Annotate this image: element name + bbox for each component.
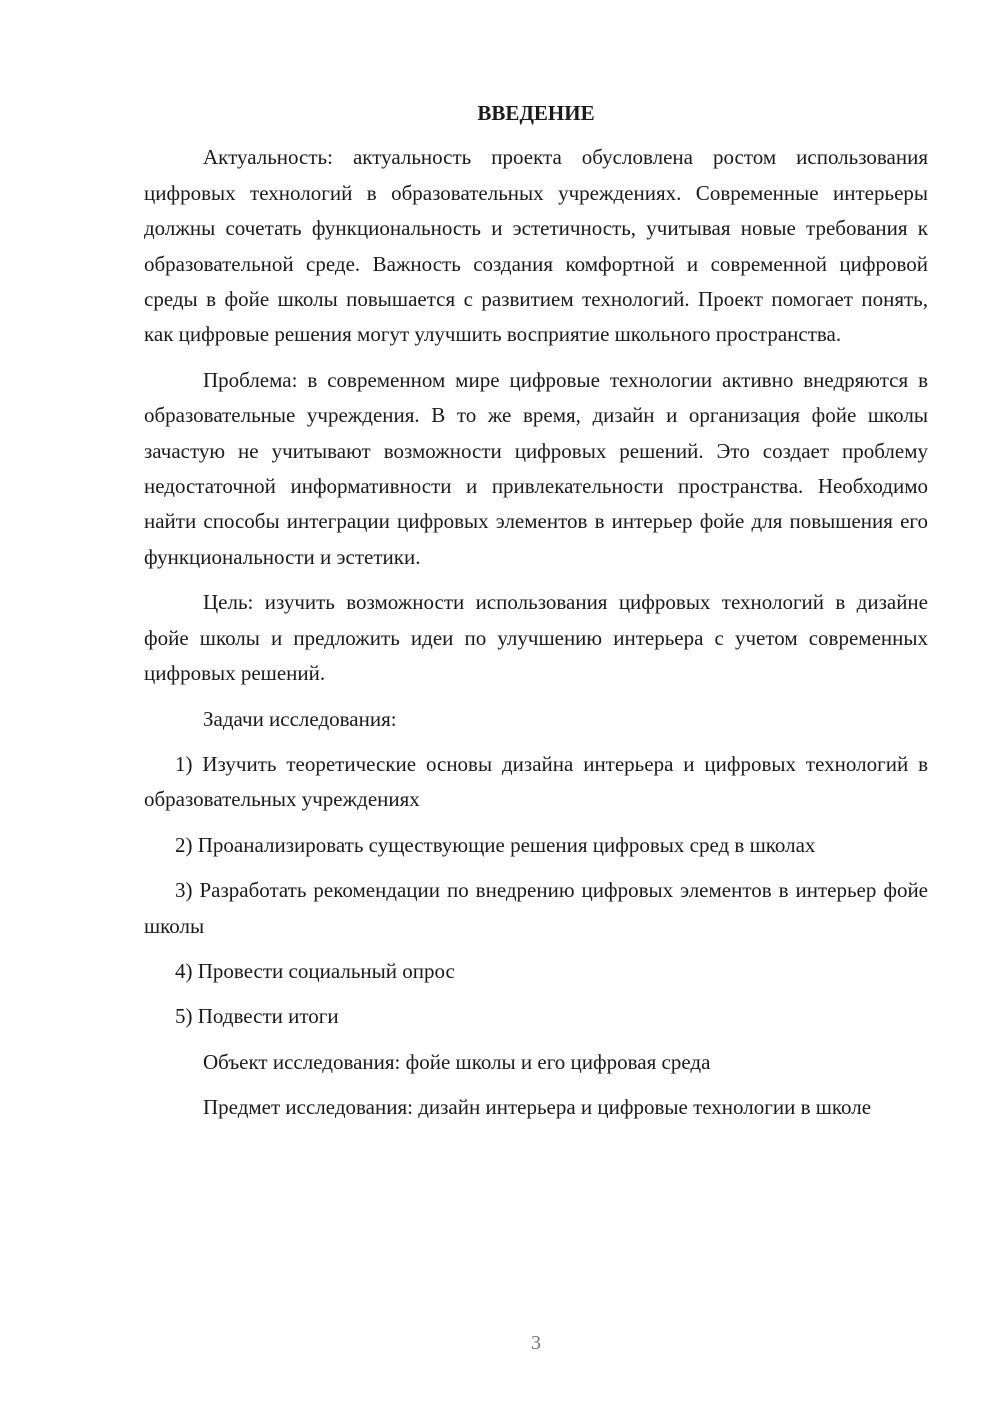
task-item-3: 3) Разработать рекомендации по внедрению цифровых элементов в интерьер фойе школы xyxy=(144,878,928,938)
problem-paragraph: Проблема: в современном мире цифровые технологии активно внедряются в образовательные учреждения. В то же время, дизайн и организация фойе школы зачастую не учитывают возможности цифровых решений. Это создает проблему недостаточной информативности и привлекательности пространства. Необходимо найти способы интеграции цифровых элементов в интерьер фойе для повышения его функциональности и эстетики. xyxy=(144,367,928,569)
task-item-2: 2) Проанализировать существующие решения цифровых сред в школах xyxy=(175,832,816,857)
goal-paragraph: Цель: изучить возможности использования цифровых технологий в дизайне фойе школы и предложить идеи по улучшению интерьера с учетом современных цифровых решений. xyxy=(144,590,928,686)
research-subject: Предмет исследования: дизайн интерьера и цифровые технологии в школе xyxy=(203,1095,872,1120)
page-number: 3 xyxy=(531,1332,541,1354)
research-object: Объект исследования: фойе школы и его цифровая среда xyxy=(203,1049,711,1074)
task-item-5: 5) Подвести итоги xyxy=(175,1004,339,1029)
task-item-1: 1) Изучить теоретические основы дизайна интерьера и цифровых технологий в образовательных учреждениях xyxy=(144,751,928,812)
relevance-paragraph: Актуальность: актуальность проекта обусловлена ростом использования цифровых технологий в образовательных учреждениях. Современные интерьеры должны сочетать функциональность и эстетичность, учитывая новые требования к образовательной среде. Важность создания комфортной и современной цифровой среды в фойе школы повышается с развитием технологий. Проект помогает понять, как цифровые решения могут улучшить восприятие школьного пространства. xyxy=(144,145,928,347)
document-heading: ВВЕДЕНИЕ xyxy=(477,101,595,125)
task-item-4: 4) Провести социальный опрос xyxy=(175,958,455,983)
document-page xyxy=(144,96,928,1136)
tasks-list xyxy=(144,747,928,1035)
tasks-title: Задачи исследования: xyxy=(203,706,397,731)
